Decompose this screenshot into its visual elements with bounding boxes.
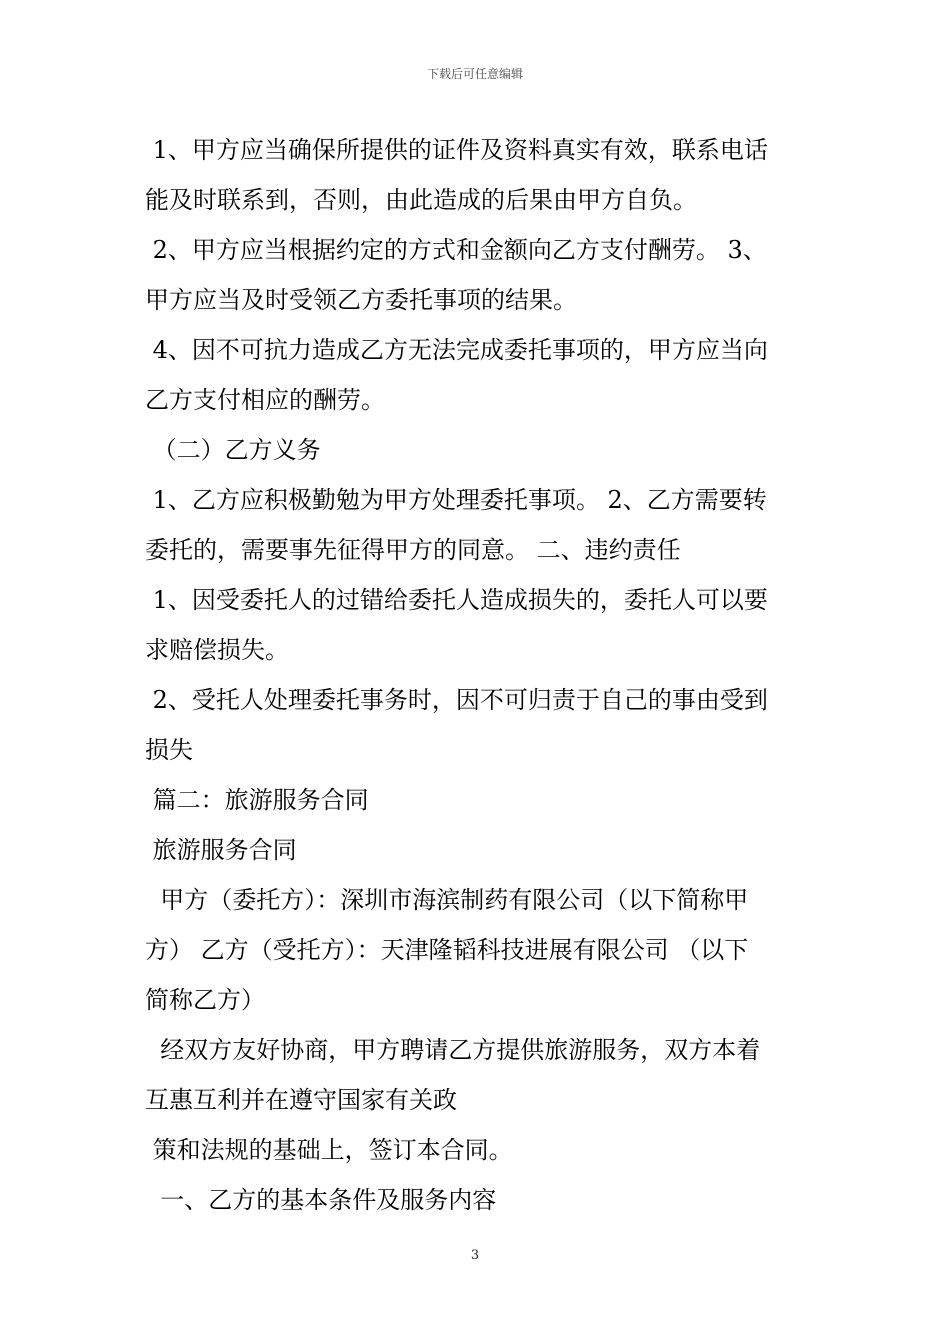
text-line: 4、因不可抗力造成乙方无法完成委托事项的，甲方应当向: [145, 336, 768, 364]
text-line: 损失: [145, 736, 193, 764]
text-line: 经双方友好协商，甲方聘请乙方提供旅游服务，双方本着: [145, 1036, 761, 1064]
text-line: 1、因受委托人的过错给委托人造成损失的，委托人可以要: [145, 586, 768, 614]
text-line: 策和法规的基础上，签订本合同。: [145, 1136, 513, 1164]
text-line: 1、甲方应当确保所提供的证件及资料真实有效，联系电话: [145, 136, 768, 164]
text-line: 甲方应当及时受领乙方委托事项的结果。: [145, 286, 577, 314]
text-line: 求赔偿损失。: [145, 636, 289, 664]
text-line: 2、甲方应当根据约定的方式和金额向乙方支付酬劳。 3、: [145, 236, 767, 264]
document-body: [145, 125, 810, 1225]
page-number: 3: [470, 1248, 480, 1263]
text-line: 能及时联系到，否则，由此造成的后果由甲方自负。: [145, 186, 697, 214]
text-line: 甲方（委托方）：深圳市海滨制药有限公司（以下简称甲: [145, 886, 749, 914]
section-heading: （二）乙方义务: [145, 436, 321, 464]
text-line: 简称乙方）: [145, 986, 265, 1014]
text-line: 2、受托人处理委托事务时，因不可归责于自己的事由受到: [145, 686, 768, 714]
text-line: 乙方支付相应的酬劳。: [145, 386, 385, 414]
text-line: 委托的，需要事先征得甲方的同意。 二、违约责任: [145, 536, 681, 564]
document-title: 旅游服务合同: [145, 836, 297, 864]
text-line: 方） 乙方（受托方）：天津隆韬科技进展有限公司 （以下: [145, 936, 749, 964]
text-line: 1、乙方应积极勤勉为甲方处理委托事项。 2、乙方需要转: [145, 486, 767, 514]
section-heading: 篇二：旅游服务合同: [145, 786, 369, 814]
page-header: 下载后可任意编辑: [426, 67, 523, 81]
text-line: 互惠互利并在遵守国家有关政: [145, 1086, 457, 1114]
section-heading: 一、乙方的基本条件及服务内容: [145, 1186, 497, 1214]
